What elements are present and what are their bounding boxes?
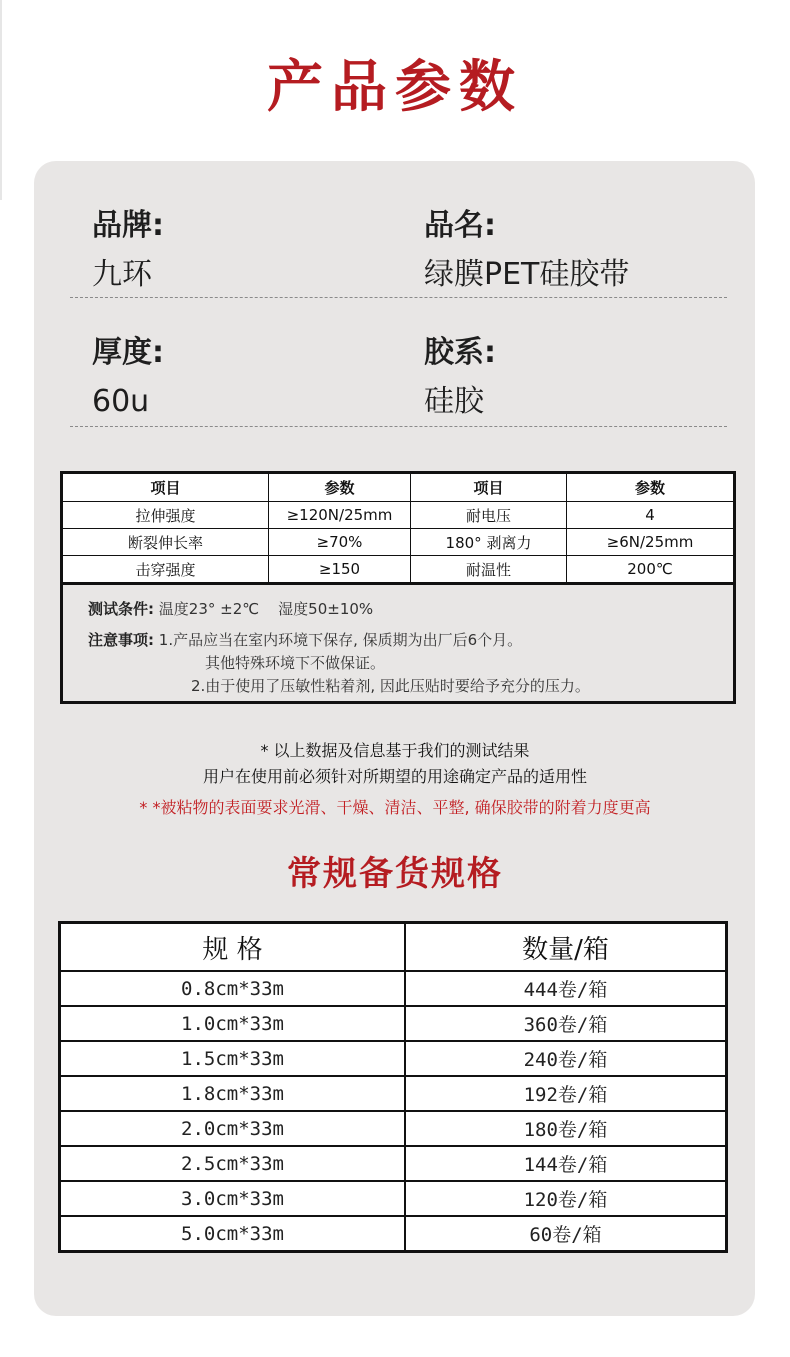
spec-cell: 1.8cm*33m	[60, 1076, 406, 1111]
quantity-cell: 192卷/箱	[405, 1076, 727, 1111]
table-cell: ≥150	[269, 556, 411, 584]
quantity-cell: 60卷/箱	[405, 1216, 727, 1252]
test-conditions-label: 测试条件:	[88, 600, 154, 618]
spec-cell: 1.0cm*33m	[60, 1006, 406, 1041]
attention-line-3: 2.由于使用了压敏性粘着剂, 因此压贴时要给予充分的压力。	[191, 677, 590, 695]
test-conditions-value: 温度23° ±2℃ 湿度50±10%	[158, 600, 374, 618]
product-name-value: 绿膜PET硅胶带	[424, 257, 630, 292]
header-quantity: 数量/箱	[405, 923, 727, 972]
spec-cell: 2.5cm*33m	[60, 1146, 406, 1181]
quantity-cell: 120卷/箱	[405, 1181, 727, 1216]
quantity-cell: 240卷/箱	[405, 1041, 727, 1076]
thickness-label: 厚度:	[92, 335, 164, 370]
notes-box	[60, 585, 736, 704]
table-row	[60, 1111, 727, 1146]
spec-cell: 1.5cm*33m	[60, 1041, 406, 1076]
disclaimer-line: 用户在使用前必须针对所期望的用途确定产品的适用性	[202, 767, 587, 786]
table-row	[62, 502, 735, 529]
table-header-row	[60, 923, 727, 972]
header-param: 参数	[269, 473, 411, 502]
parameter-table	[60, 471, 736, 585]
table-cell: 180° 剥离力	[411, 529, 567, 556]
attention-text: 1.产品应当在室内环境下保存, 保质期为出厂后6个月。	[158, 631, 523, 649]
disclaimer-line: * 以上数据及信息基于我们的测试结果	[260, 741, 530, 760]
divider	[70, 426, 727, 427]
table-cell: ≥6N/25mm	[567, 529, 735, 556]
table-cell: ≥70%	[269, 529, 411, 556]
quantity-cell: 360卷/箱	[405, 1006, 727, 1041]
table-row	[60, 1146, 727, 1181]
spec-cell: 3.0cm*33m	[60, 1181, 406, 1216]
attention-label: 注意事项:	[88, 631, 154, 649]
header-param: 参数	[567, 473, 735, 502]
table-row	[60, 1006, 727, 1041]
attention-line-2: 其他特殊环境下不做保证。	[205, 654, 386, 672]
spec-cell: 0.8cm*33m	[60, 971, 406, 1006]
thickness-value: 60u	[92, 384, 150, 419]
adhesive-label: 胶系:	[424, 335, 496, 370]
table-row	[60, 971, 727, 1006]
brand-label: 品牌:	[92, 208, 164, 243]
spec-cell: 2.0cm*33m	[60, 1111, 406, 1146]
table-cell: 200℃	[567, 556, 735, 584]
table-row	[60, 1041, 727, 1076]
table-header-row	[62, 473, 735, 502]
header-spec: 规 格	[60, 923, 406, 972]
stock-table	[58, 921, 728, 1253]
adhesive-value: 硅胶	[424, 384, 484, 419]
table-cell: 耐电压	[411, 502, 567, 529]
spec-cell: 5.0cm*33m	[60, 1216, 406, 1252]
table-row	[60, 1216, 727, 1252]
table-row	[60, 1181, 727, 1216]
disclaimer-warning: * *被粘物的表面要求光滑、干燥、清洁、平整, 确保胶带的附着力度更高	[139, 798, 651, 817]
test-conditions	[88, 598, 373, 619]
attention-line-1	[88, 629, 522, 650]
product-name-label: 品名:	[424, 208, 496, 243]
divider	[70, 297, 727, 298]
header-item: 项目	[62, 473, 269, 502]
stock-title: 常规备货规格	[287, 854, 503, 894]
table-row	[62, 529, 735, 556]
brand-value: 九环	[92, 257, 152, 292]
table-cell: ≥120N/25mm	[269, 502, 411, 529]
table-cell: 击穿强度	[62, 556, 269, 584]
table-row	[60, 1076, 727, 1111]
quantity-cell: 180卷/箱	[405, 1111, 727, 1146]
quantity-cell: 144卷/箱	[405, 1146, 727, 1181]
table-cell: 4	[567, 502, 735, 529]
table-row	[62, 556, 735, 584]
table-cell: 断裂伸长率	[62, 529, 269, 556]
quantity-cell: 444卷/箱	[405, 971, 727, 1006]
page-title: 产品参数	[267, 55, 523, 120]
table-cell: 拉伸强度	[62, 502, 269, 529]
header-item: 项目	[411, 473, 567, 502]
table-cell: 耐温性	[411, 556, 567, 584]
